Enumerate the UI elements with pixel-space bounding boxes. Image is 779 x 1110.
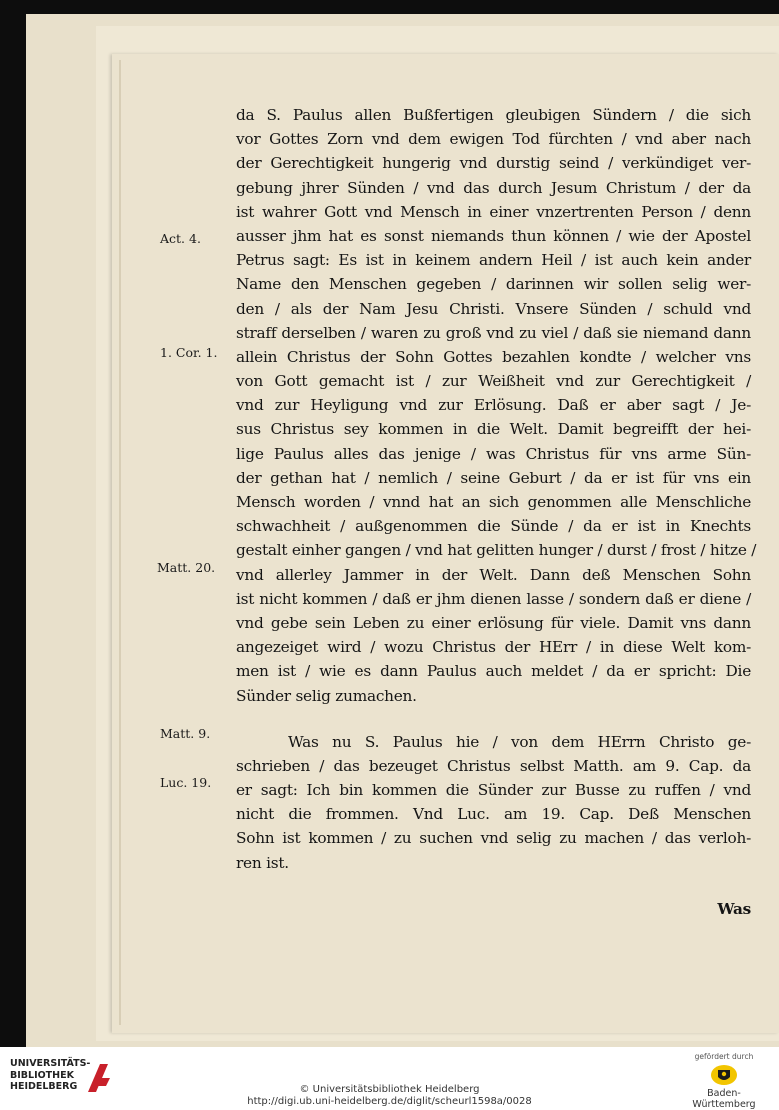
page-edge — [119, 60, 121, 1025]
text-line: ist nicht kommen / daß er jhm dienen lasse / sondern daß er diene / — [236, 589, 751, 608]
text-line: gestalt einher gangen / vnd hat gelitten hunger / durst / frost / hitze / — [236, 541, 757, 560]
text-line: Name den Menschen gegeben / darinnen wir sollen selig wer- — [236, 275, 751, 294]
text-line: der Gerechtigkeit hungerig vnd durstig seind / verkündiget ver- — [236, 154, 751, 173]
text-line: ausser jhm hat es sonst niemands thun können / wie der Apostel — [236, 226, 751, 245]
text-line: ist wahrer Gott vnd Mensch in einer vnzertrenten Person / denn — [236, 202, 751, 221]
text-line: straff derselben / waren zu groß vnd zu viel / daß sie niemand dann — [236, 323, 751, 342]
text-line: Was nu S. Paulus hie / von dem HErrn Christo ge- — [288, 732, 751, 751]
text-line: ren ist. — [236, 853, 289, 872]
margin-note: Matt. 9. — [160, 726, 211, 741]
source-url[interactable]: http://digi.ub.uni-heidelberg.de/diglit/scheurl1598a/0028 — [247, 1096, 532, 1107]
text-line: der gethan hat / nemlich / seine Geburt / da er ist für vns ein — [236, 468, 751, 487]
funder-name: Baden-Württemberg — [692, 1088, 756, 1110]
text-line: da S. Paulus allen Bußfertigen gleubigen Sündern / die sich — [236, 106, 751, 124]
text-line: vnd gebe sein Leben zu einer erlösung für viele. Damit vns dann — [236, 613, 751, 632]
margin-note: Luc. 19. — [160, 775, 212, 790]
text-line: vnd zur Heyligung vnd zur Erlösung. Daß er aber sagt / Je- — [236, 396, 751, 415]
margin-note: Act. 4. — [160, 231, 201, 246]
funder-block[interactable] — [679, 1052, 769, 1110]
margin-note: 1. Cor. 1. — [160, 345, 218, 360]
text-line: sus Christus sey kommen in die Welt. Damit begreifft der hei- — [236, 420, 751, 439]
state-crest-icon — [709, 1064, 739, 1086]
text-line: Petrus sagt: Es ist in keinem andern Heil / ist auch kein ander — [236, 251, 751, 270]
text-line: Sohn ist kommen / zu suchen vnd selig zu machen / das verloh- — [236, 829, 751, 848]
copyright-text: © Universitätsbibliothek Heidelberg — [299, 1084, 480, 1095]
paragraph-gap — [236, 708, 751, 730]
text-line: lige Paulus alles das jenige / was Christus für vns arme Sün- — [236, 444, 751, 463]
text-line: vor Gottes Zorn vnd dem ewigen Tod fürchten / vnd aber nach — [236, 130, 751, 149]
text-line: den / als der Nam Jesu Christi. Vnsere Sünden / schuld vnd — [236, 299, 751, 318]
text-line: allein Christus der Sohn Gottes bezahlen kondte / welcher vns — [236, 347, 751, 366]
text-line: nicht die frommen. Vnd Luc. am 19. Cap. Deß Menschen — [236, 805, 751, 824]
text-line: schwachheit / außgenommen die Sünde / da er ist in Knechts — [236, 517, 751, 536]
text-line: Sünder selig zumachen. — [236, 686, 417, 705]
text-line: vnd allerley Jammer in der Welt. Dann deß Menschen Sohn — [236, 565, 751, 584]
text-line: von Gott gemacht ist / zur Weißheit vnd zur Gerechtigkeit / — [236, 372, 751, 391]
funder-label: gefördert durch — [694, 1052, 754, 1061]
margin-note: Matt. 20. — [157, 560, 216, 575]
text-line: angezeiget wird / wozu Christus der HErr / in diese Welt kom- — [236, 638, 751, 657]
text-line: er sagt: Ich bin kommen die Sünder zur Busse zu ruffen / vnd — [236, 781, 751, 800]
text-line: Mensch worden / vnnd hat an sich genommen alle Menschliche — [236, 493, 751, 511]
paragraph-gap — [236, 875, 751, 897]
library-name: UNIVERSITÄTS- BIBLIOTHEK HEIDELBERG — [10, 1058, 91, 1092]
catchword: Was — [717, 899, 751, 918]
text-line: schrieben / das bezeuget Christus selbst Matth. am 9. Cap. da — [236, 756, 751, 775]
text-line: men ist / wie es dann Paulus auch meldet / da er spricht: Die — [236, 662, 751, 681]
text-line: gebung jhrer Sünden / vnd das durch Jesum Christum / der da — [236, 178, 751, 197]
page-text — [236, 103, 757, 921]
footer — [0, 1047, 779, 1110]
